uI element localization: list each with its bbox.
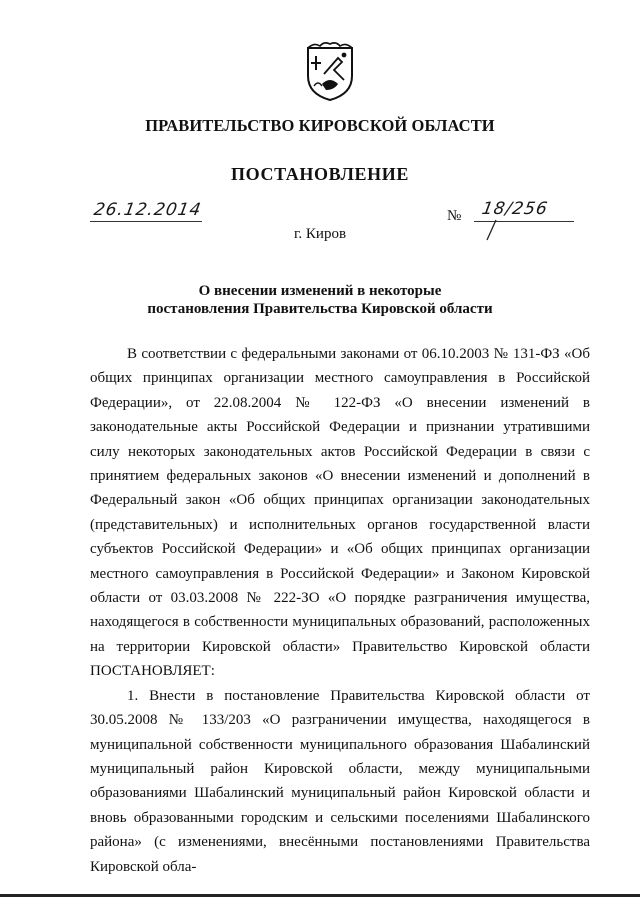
item-1-paragraph: 1. Внести в постановление Правительства Кировской области от 30.05.2008 № 133/203 «О разграничении имущества, находящегося в муниципальной собственности муниципального образования Шабалинский муниципальный район Кировской области, между муниципальными образованиями Шабалинский муниципальный район Кировской области и вновь образованными городским и сельскими поселениями Шабалинского района» (с изменениями, внесёнными постановлениями Правительства Кировской обла- bbox=[90, 687, 590, 875]
bottom-border bbox=[0, 894, 640, 897]
government-title: ПРАВИТЕЛЬСТВО КИРОВСКОЙ ОБЛАСТИ bbox=[145, 116, 495, 135]
handwritten-number: 18/256 bbox=[480, 199, 550, 219]
city-label: г. Киров bbox=[293, 226, 347, 242]
document-body bbox=[90, 342, 590, 879]
subject-line-1: О внесении изменений в некоторые bbox=[198, 283, 442, 299]
handwritten-date: 26.12.2014 bbox=[92, 200, 204, 220]
kirov-coat-of-arms-icon bbox=[304, 40, 356, 102]
document-type-heading: ПОСТАНОВЛЕНИЕ bbox=[231, 164, 409, 184]
preamble-paragraph: В соответствии с федеральными законами от 06.10.2003 № 131-ФЗ «Об общих принципах организации местного самоуправления в Российской Федерации», от 22.08.2004 № 122-ФЗ «О внесении изменений в законодательные акты Российской Федерации и признании утратившими силу некоторых законодательных актов Российской Федерации в связи с принятием федеральных законов «О внесении изменений и дополнений в Федеральный закон «Об общих принципах организации законодательных (представительных) и исполнительных органов государственной власти субъектов Российской Федерации» и «Об общих принципах организации местного самоуправления в Российской Федерации» и Законом Кировской области от 03.03.2008 № 222-ЗО «О порядке разграничения имущества, находящегося в собственности муниципальных образований, расположенных на территории Кировской области» Правительство Кировской области ПОСТАНОВЛЯЕТ: bbox=[90, 346, 590, 680]
document-subject bbox=[0, 282, 640, 318]
number-sign: № bbox=[447, 208, 462, 224]
subject-line-2: постановления Правительства Кировской области bbox=[147, 301, 493, 317]
date-underline bbox=[90, 221, 202, 222]
